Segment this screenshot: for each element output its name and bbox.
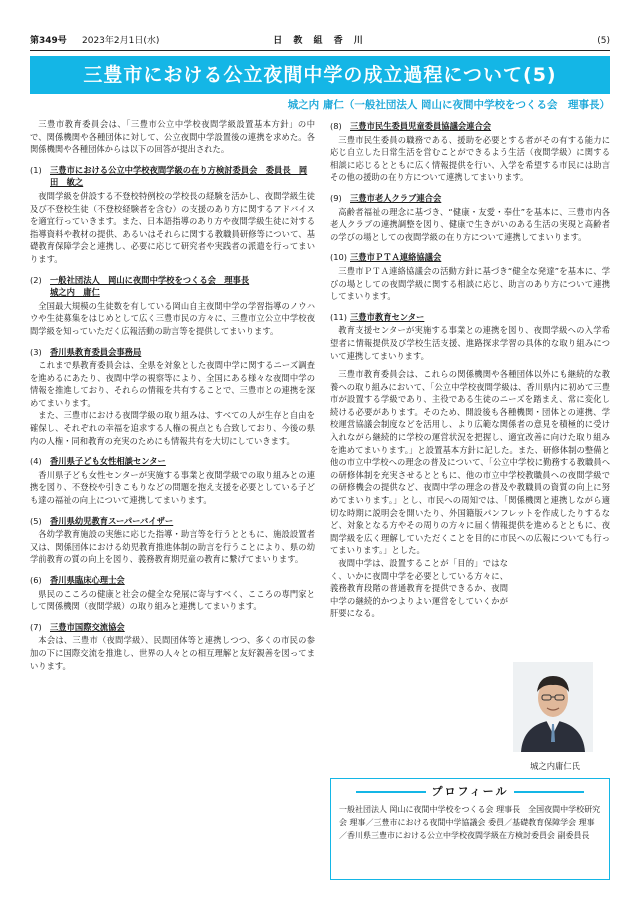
section-body: 全国最大規模の生徒数を有している岡山自主夜間中学の学習指導のノウハウや生徒募集をはじめとして広く三豊市民の方々に、三豊市立公立中学校夜間学級を知っていただく広報活動の助言等を提供してまいります。: [30, 300, 315, 336]
section-body: 夜間学級を併設する不登校特例校の学校長の経験を活かし、夜間学級生徒及び不登校生徒（不登校経験者を含む）の支援のあり方に関するアドバイスを適宜行っていきます。また、日本語指導のあり方や夜間学級生徒に対する指導資料や教材の提供、あるいはそれらに関する教職員研修等について、基礎教育保障学会と連携し、必要に応じて研究者や実践者の派遣を行ってまいります。: [30, 190, 315, 264]
section-heading: (7) 三豊市国際交流協会: [30, 621, 125, 632]
section-body: これまで県教育委員会は、全県を対象とした夜間中学に関するニーズ調査を進めるにあたり、夜間中学の視察等により、全国にある様々な夜間中学の情報を推進しており、それらの情報を共有することで、三豊市との連携を深めてまいります。: [30, 360, 315, 408]
section-heading: (2) 一般社団法人 岡山に夜間中学校をつくる会 理事長 城之内 庸仁: [30, 274, 250, 298]
newspaper-name: 日 教 組 香 川: [273, 36, 367, 46]
profile-box: [330, 778, 610, 880]
profile-title: プロフィール: [339, 783, 601, 799]
section-body: 教育支援センターが実施する事業との連携を図り、夜間学級への入学希望者に情報提供及び学校生活支援、進路探求学習の具体的な取り組みについて連携してまいります。: [330, 325, 610, 361]
section-body: 各幼学教育施設の実態に応じた指導・助言等を行うとともに、施設設置者又は、関係団体における幼児教育推進体制の助言を行うことにより、県の幼学前教育の質の向上を図り、義務教育期児童の教育に繋げてまいります。: [30, 529, 315, 565]
section-heading: (5) 香川県幼児教育スーパーバイザー: [30, 515, 174, 526]
author-photo: [513, 662, 593, 752]
section-body: 県民のこころの健康と社会の健全な発展に寄与すべく、こころの専門家として関係機関（夜間学級）の取り組みと連携してまいります。: [30, 588, 315, 612]
section-heading: (4) 香川県子ども女性相談センター: [30, 456, 166, 467]
profile-text: 一般社団法人 岡山に夜間中学校をつくる会 理事長 全国夜間中学校研究会 理事／三豊市における夜間中学協議会 委員／基礎教育保障学会 理事／香川県三豊市における公立中学校夜間学級在方検討委員会 副委員長: [339, 805, 601, 840]
section-heading: (10) 三豊市ＰＴＡ連絡協議会: [330, 252, 442, 263]
section-heading: (1) 三豊市における公立中学校夜間学級の在り方検討委員会 委員長 岡田 敏之: [30, 164, 308, 188]
section-heading: (3) 香川県教育委員会事務局: [30, 346, 142, 357]
page-number: (5): [597, 36, 610, 46]
section-heading: (6) 香川県臨床心理士会: [30, 575, 125, 585]
issue-number: 第349号: [30, 36, 67, 46]
section-heading: (8) 三豊市民生委員児童委員協議会連合会: [330, 121, 492, 131]
section-heading: (11) 三豊市教育センター: [330, 311, 425, 322]
section-body: また、三豊市における夜間学級の取り組みは、すべての人が生存と自由を確保し、それぞれの幸福を追求する人権の視点とも合致しており、今後の県内の人権・同和教育の充実のためにも情報共有を大切にしていきます。: [30, 410, 315, 446]
closing-paragraph: 三豊市教育委員会は、これらの関係機関や各種団体以外にも継続的な教養への取り組みにおいて、「公立中学校夜間学級は、香川県内に初めて三豊市が設置する学級であり、主役である生徒のニーズを踏まえ、常に変化し続ける必要があります。そのため、開設後も各種機関・団体との連携、学校運営協議会制度などを活用し、より広範な関係者の意見を積極的に受け入れながら継続的に学校の運営状況を把握し、適宜改善に向けた取り組みを進めてまいります。」と設置基本方針に記した。また、研修体制の整備と他の市立中学校への理念の普及について、「公立中学校に勤務する教職員への研修体制を充実させるとともに、他の市立中学校教職員への夜間学級での研修機会の提供など、夜間中学の理念の普及や教職員の資質の向上に努めてまいります。」とし、市民への周知では、「関係機関と連携しながら適切な時期に説明会を開いたり、外国籍版パンフレットを作成したりするなど、対象となる方やその周りの方々に届く情報提供を進めるとともに、夜間学級を広く理解していただくことを目的に市民への広報についても行ってまいります。」とした。: [330, 369, 610, 556]
section-body: 三豊市民生委員の職務である、援助を必要とする者がその有する能力に応じ自立した日常生活を営むことができるよう生活（夜間学級）に関する相談に応じるとともに広く情報提供を行い、入学を希望する市民には助言その他の援助の在り方について連携してまいります。: [330, 134, 610, 183]
section-heading: (9) 三豊市老人クラブ連合会: [330, 192, 442, 203]
issue-date: 2023年2月1日(水): [82, 36, 160, 46]
section-body: 香川県子ども女性センターが実施する事業と夜間学級での取り組みとの連携を図り、不登校や引きこもりなどの問題を抱え支援を必要としている子ども達の福祉の向上について連携してまいります。: [30, 469, 315, 506]
closing-paragraph: 夜間中学は、設置することが「目的」ではなく、いかに夜間中学を必要としている方々に、義務教育段階の普通教育を提供できるか、夜間中学の継続的かつよりよい運営をしていくかが肝要になる。: [330, 558, 508, 619]
article-title: 三豊市における公立夜間中学の成立過程について(5): [30, 56, 610, 94]
right-column: [330, 120, 610, 620]
section-body: 高齢者福祉の理念に基づき、“健康・友愛・奉仕”を基本に、三豊市内各老人クラブの連携調整を図り、健康で生きがいのある生活の実現と高齢者の学びの場としての夜間学級の在り方について連携してまいります。: [330, 206, 610, 242]
left-column: [30, 118, 315, 672]
photo-caption: 城之内庸仁氏: [530, 761, 580, 771]
page-header: [30, 34, 610, 48]
section-body: 本会は、三豊市（夜間学級）、民間団体等と連携しつつ、多くの市民の参加の下に国際交流を推進し、世界の人々との相互理解と友好親善を図ってまいります。: [30, 635, 315, 671]
article-byline: 城之内 庸仁（一般社団法人 岡山に夜間中学校をつくる会 理事長）: [287, 99, 610, 111]
section-body: 三豊市ＰＴＡ連絡協議会の活動方針に基づき“健全な発達”を基本に、学びの場としての夜間学級に関する相談に応じ、助言のあり方について連携してまいります。: [330, 265, 610, 302]
header-rule: [30, 50, 610, 51]
intro-paragraph: 三豊市教育委員会は、「三豊市公立中学校夜間学級設置基本方針」の中で、関係機関や各種団体に対して、公立夜間中学設置後の連携を求めた。各関係機関や各種団体からは以下の回答が提出された。: [30, 119, 315, 155]
portrait-image: [513, 662, 593, 752]
